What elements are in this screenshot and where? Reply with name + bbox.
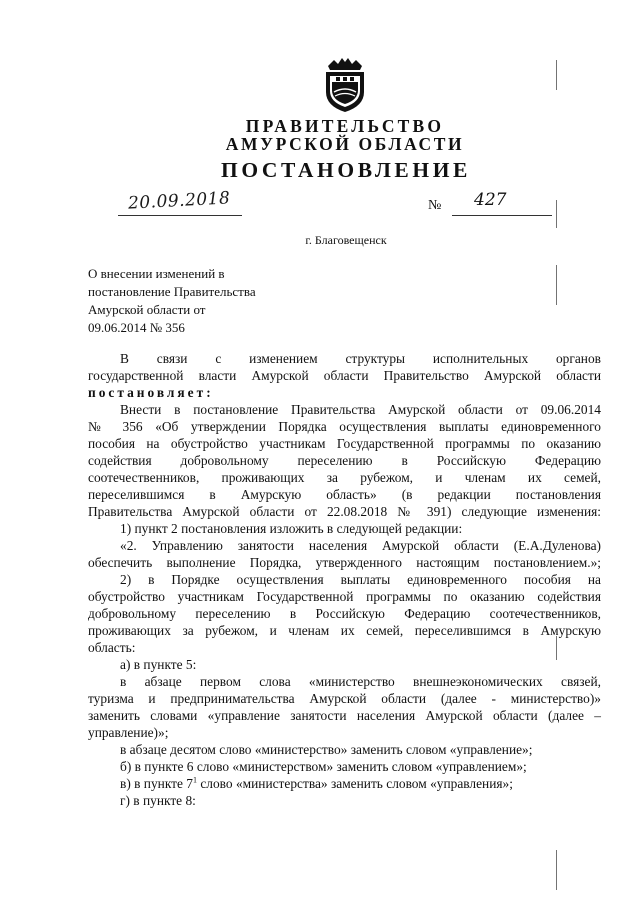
org-name-line1: ПРАВИТЕЛЬСТВО	[245, 116, 445, 136]
body-line: проживающих за рубежом, и членам их семей, переселившимся в Амурскую	[88, 623, 601, 638]
body-line: в абзаце первом слова «министерство внешнеэкономических связей,	[120, 674, 601, 689]
body-line: г) в пункте 8:	[120, 793, 196, 808]
body-line	[88, 775, 601, 792]
body-line: государственной власти Амурской области Правительство Амурской области	[88, 368, 601, 383]
subject-line: О внесении изменений в	[88, 266, 225, 281]
body-line: б) в пункте 6 слово «министерством» заменить словом «управлением»;	[120, 759, 527, 774]
body-line: в абзаце десятом слово «министерство» заменить словом «управление»;	[120, 742, 533, 757]
body-line: содействия добровольному переселению в Российскую Федерацию	[88, 453, 601, 468]
item-text: слово «министерства» заменить словом «управления»;	[197, 776, 513, 791]
body-line: обеспечить выполнение Порядка, утвержденного настоящим постановлением.»;	[88, 555, 601, 570]
coat-of-arms-emblem	[322, 56, 368, 114]
body-line: «2. Управлению занятости населения Амурской области (Е.А.Дуленова)	[120, 538, 601, 553]
subject-block	[88, 265, 328, 337]
superscript: 1	[193, 775, 197, 785]
scan-edge-mark	[556, 265, 557, 305]
body-line: туризма и предпринимательства Амурской области (далее - министерство)»	[88, 691, 601, 706]
body-line: Правительства Амурской области от 22.08.2018 № 391) следующие изменения:	[88, 504, 601, 519]
body-line: Внести в постановление Правительства Амурской области от 09.06.2014	[120, 402, 601, 417]
scan-edge-mark	[556, 200, 557, 228]
scan-edge-mark	[556, 850, 557, 890]
document-type-title: ПОСТАНОВЛЕНИЕ	[221, 158, 471, 182]
date-field	[118, 188, 242, 216]
body-line: обустройство участникам Государственной программы по оказанию содействия	[88, 589, 601, 604]
number-field	[452, 190, 552, 216]
body-line: область:	[88, 640, 136, 655]
body-line: переселившимся в Амурскую область» (в редакции постановления	[88, 487, 601, 502]
body-line: соотечественников, проживающих за рубежом, и членам их семей,	[88, 470, 601, 485]
subject-line: Амурской области от	[88, 302, 206, 317]
handwritten-number: 427	[474, 190, 507, 210]
subject-line: постановление Правительства	[88, 284, 256, 299]
number-label: №	[428, 198, 442, 213]
handwritten-date: 20.09.2018	[127, 188, 231, 214]
body-line: пособия на обустройство участникам Государственной программы по оказанию	[88, 436, 601, 451]
item-text: в) в пункте 7	[120, 776, 193, 791]
body-line: а) в пункте 5:	[120, 657, 197, 672]
body-line: № 356 «Об утверждении Порядка осуществления выплаты единовременного	[88, 419, 601, 434]
body-line: В связи с изменением структуры исполнительных органов	[120, 351, 601, 366]
subject-line: 09.06.2014 № 356	[88, 320, 185, 335]
body-line: добровольному переселению в Российскую Федерацию соотечественников,	[88, 606, 601, 621]
scan-edge-mark	[556, 60, 557, 90]
body-line: 1) пункт 2 постановления изложить в следующей редакции:	[120, 521, 463, 536]
body-line: управление)»;	[88, 725, 169, 740]
resolution-word: постановляет:	[88, 385, 214, 400]
city-name: г. Благовещенск	[305, 233, 387, 247]
document-body	[88, 350, 601, 809]
org-name-line2: АМУРСКОЙ ОБЛАСТИ	[225, 134, 465, 154]
body-line: заменить словами «управление занятости населения Амурской области (далее –	[88, 708, 601, 723]
body-line: 2) в Порядке осуществления выплаты единовременного пособия на	[120, 572, 601, 587]
